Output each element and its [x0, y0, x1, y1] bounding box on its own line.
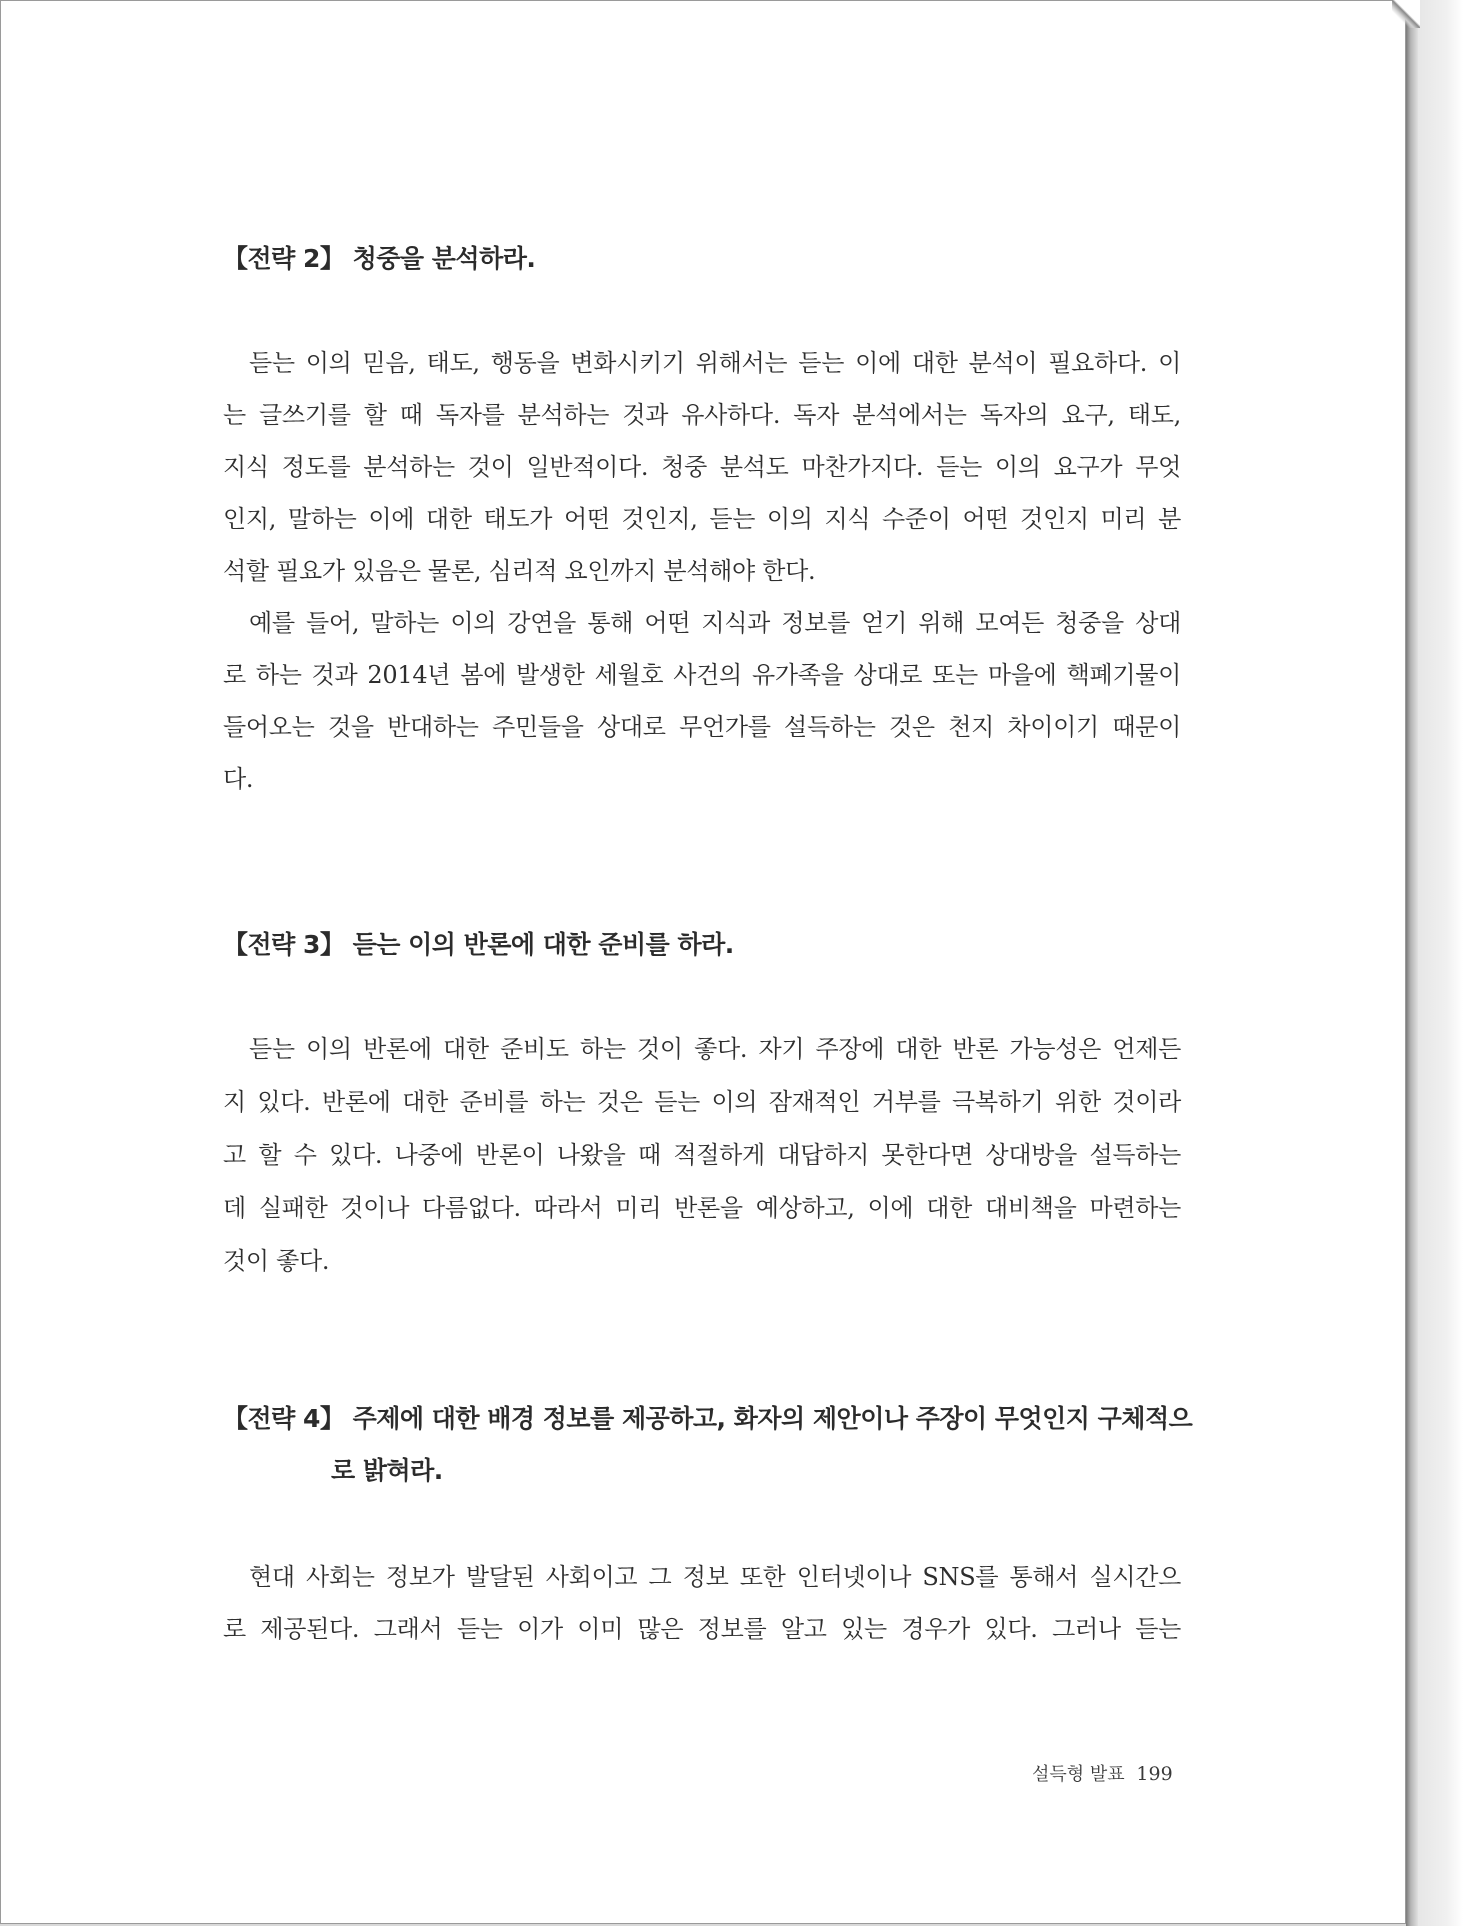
paragraph-line: 듣는 이의 반론에 대한 준비도 하는 것이 좋다. 자기 주장에 대한 반론 가능성은 언제든 — [249, 1035, 1181, 1063]
paragraph-line: 현대 사회는 정보가 발달된 사회이고 그 정보 또한 인터넷이나 SNS를 통해서 실시간으 — [249, 1563, 1181, 1591]
heading-label: 【전략 2】 — [223, 244, 345, 273]
paragraph-line: 예를 들어, 말하는 이의 강연을 통해 어떤 지식과 정보를 얻기 위해 모여든 청중을 상대 — [249, 609, 1181, 637]
paragraph-line: 듣는 이의 믿음, 태도, 행동을 변화시키기 위해서는 듣는 이에 대한 분석이 필요하다. 이 — [249, 349, 1181, 377]
section-heading-strategy-2 — [223, 239, 535, 275]
page-corner-fold — [1392, 0, 1420, 28]
paragraph-line: 지 있다. 반론에 대한 준비를 하는 것은 듣는 이의 잠재적인 거부를 극복하기 위한 것이라 — [223, 1088, 1181, 1116]
heading-text: 듣는 이의 반론에 대한 준비를 하라. — [352, 930, 734, 959]
paragraph-line: 고 할 수 있다. 나중에 반론이 나왔을 때 적절하게 대답하지 못한다면 상대방을 설득하는 — [223, 1141, 1181, 1169]
paragraph-line: 데 실패한 것이나 다름없다. 따라서 미리 반론을 예상하고, 이에 대한 대비책을 마련하는 — [223, 1194, 1181, 1222]
running-footer-title: 설득형 발표 — [1032, 1764, 1125, 1785]
page-footer — [1032, 1760, 1173, 1786]
paragraph-line: 것이 좋다. — [223, 1247, 330, 1275]
paragraph-line: 인지, 말하는 이에 대한 태도가 어떤 것인지, 듣는 이의 지식 수준이 어떤 것인지 미리 분 — [223, 505, 1181, 533]
page-number: 199 — [1136, 1763, 1173, 1785]
paragraph-line: 로 제공된다. 그래서 듣는 이가 이미 많은 정보를 알고 있는 경우가 있다. 그러나 듣는 — [223, 1615, 1181, 1643]
heading-text: 청중을 분석하라. — [352, 244, 536, 273]
heading-text-continued: 로 밝혀라. — [331, 1456, 443, 1485]
heading-label: 【전략 3】 — [223, 930, 345, 959]
paragraph-line: 는 글쓰기를 할 때 독자를 분석하는 것과 유사하다. 독자 분석에서는 독자의 요구, 태도, — [223, 401, 1181, 429]
section-heading-strategy-4 — [223, 1399, 1192, 1435]
section-heading-strategy-3 — [223, 925, 734, 961]
paragraph-line: 석할 필요가 있음은 물론, 심리적 요인까지 분석해야 한다. — [223, 557, 816, 585]
paragraph-line: 들어오는 것을 반대하는 주민들을 상대로 무언가를 설득하는 것은 천지 차이이기 때문이 — [223, 713, 1181, 741]
paragraph-line: 다. — [223, 765, 254, 793]
page-edge — [1406, 0, 1418, 1926]
heading-label: 【전략 4】 — [223, 1404, 345, 1433]
paragraph-line: 지식 정도를 분석하는 것이 일반적이다. 청중 분석도 마찬가지다. 듣는 이의 요구가 무엇 — [223, 453, 1181, 481]
paragraph-line: 로 하는 것과 2014년 봄에 발생한 세월호 사건의 유가족을 상대로 또는 마을에 핵폐기물이 — [223, 661, 1181, 689]
heading-text: 주제에 대한 배경 정보를 제공하고, 화자의 제안이나 주장이 무엇인지 구체적으 — [352, 1404, 1193, 1433]
